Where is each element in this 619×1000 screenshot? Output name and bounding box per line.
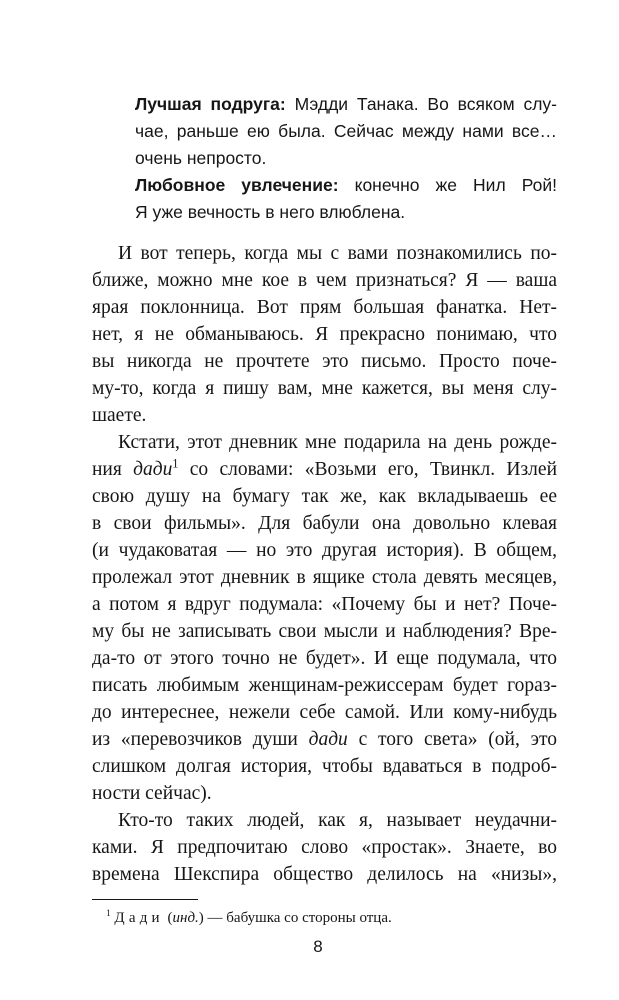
text-line: чае, раньше ею была. Сейчас между нами все… — [135, 121, 557, 141]
text-line: очень непросто. — [135, 148, 267, 168]
italic-word: дади — [133, 459, 173, 480]
text-line: времена Шекспира общество делилось на «низы», — [92, 864, 557, 885]
body-text — [92, 240, 557, 888]
text-line: до интереснее, нежели себе самой. Или кому-нибудь — [92, 702, 557, 723]
text-line: свою душу на бумагу так же, как вкладываешь ее — [92, 486, 557, 507]
page-number: 8 — [313, 937, 323, 956]
text-segment: из «перевозчиков души — [92, 729, 298, 750]
footnote-rule — [92, 899, 198, 900]
paragraph — [92, 429, 557, 807]
profile-label: Любовное увлечение: — [135, 175, 339, 195]
text-segment: ния — [92, 459, 122, 480]
footnote-term: Дади — [114, 910, 164, 926]
text-line: писать любимым женщинам-режиссерам будет гораз- — [92, 675, 557, 696]
text-line: пролежал этот дневник в ящике стола девять месяцев, — [92, 567, 557, 588]
text-line: вы никогда не прочтете это письмо. Просто поче- — [92, 351, 557, 372]
text-line: Кстати, этот дневник мне подарила на день рожде- — [118, 432, 557, 453]
footnote-language: инд. — [172, 910, 199, 926]
text-line — [92, 456, 557, 483]
text-line: Я уже вечность в него влюблена. — [135, 202, 406, 222]
paragraph — [92, 807, 557, 888]
footnote-reference: 1 — [172, 456, 179, 471]
character-profile — [135, 91, 557, 226]
text-line: ности сейчас). — [92, 783, 212, 804]
profile-value: Мэдди Танака. Во всяком слу- — [294, 94, 557, 114]
footnote — [106, 908, 557, 928]
footnote-definition: — бабушка со стороны отца. — [207, 910, 392, 926]
text-line: ярая поклонница. Вот прям большая фанатка. Нет- — [92, 297, 557, 318]
profile-entry-best-friend — [135, 91, 557, 118]
text-line: ближе, можно мне кое в чем признаться? Я — ваша — [92, 270, 557, 291]
text-line: нет, я не обманываюсь. Я прекрасно понимаю, что — [92, 324, 557, 345]
paragraph — [92, 240, 557, 429]
profile-entry-love-interest — [135, 172, 557, 199]
italic-word: дади — [308, 729, 348, 750]
text-line: му бы не записывать свои мысли и наблюдения? Вре- — [92, 621, 557, 642]
text-line: И вот теперь, когда мы с вами познакомились по- — [118, 243, 557, 264]
text-line: шаете. — [92, 405, 147, 426]
text-line: му-то, когда я пишу вам, мне кажется, вы меня слу- — [92, 378, 557, 399]
text-line: да-то от этого точно не будет». И еще подумала, что — [92, 648, 557, 669]
text-line: ками. Я предпочитаю слово «простак». Знаете, во — [92, 837, 557, 858]
text-line: слишком долгая история, чтобы вдаваться в подроб- — [92, 756, 557, 777]
text-line: Кто-то таких людей, как я, называет неудачни- — [118, 810, 557, 831]
footnote-paren-close: ) — [198, 910, 204, 926]
profile-label: Лучшая подруга: — [135, 94, 286, 114]
footnote-paren-open: ( — [167, 910, 173, 926]
text-segment: со словами: «Возьми его, Твинкл. Излей — [189, 459, 558, 480]
text-line: а потом я вдруг подумала: «Почему бы и нет? Поче- — [92, 594, 557, 615]
text-segment: с того света» (ой, это — [358, 729, 557, 750]
profile-value: конечно же Нил Рой! — [354, 175, 557, 195]
text-line — [92, 726, 557, 753]
text-line: (и чудаковатая — но это другая история). В общем, — [92, 540, 557, 561]
text-line: в свои фильмы». Для бабули она довольно клевая — [92, 513, 557, 534]
footnote-marker: 1 — [106, 909, 111, 919]
